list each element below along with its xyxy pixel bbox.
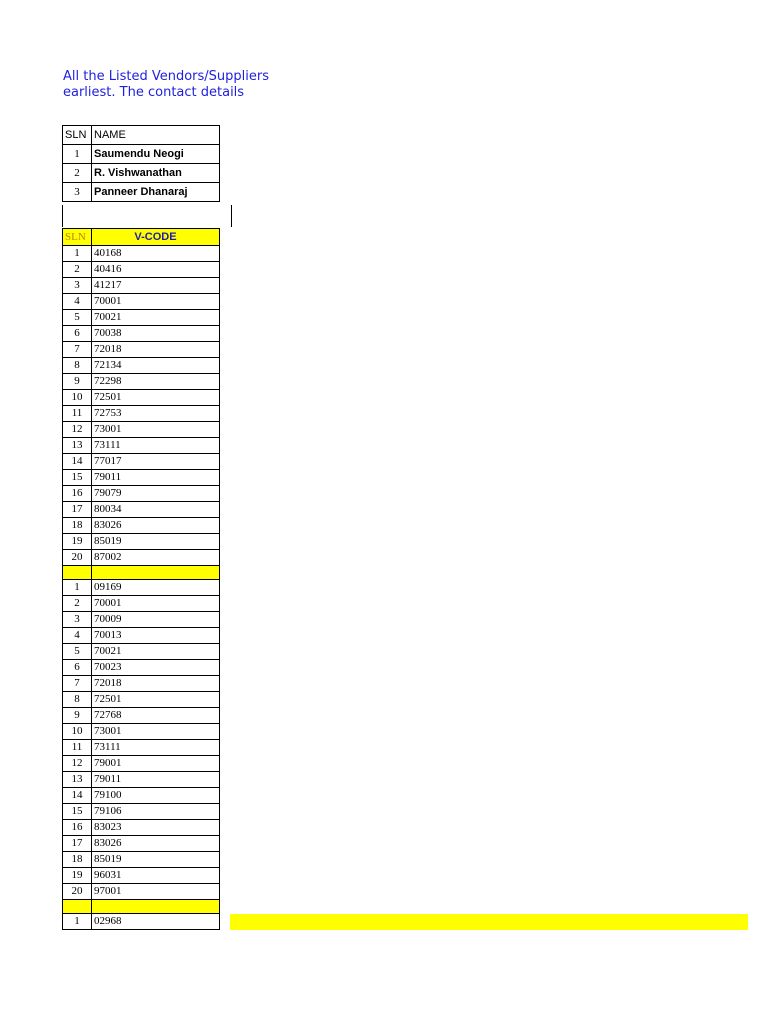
vendor-sln-cell: 1 bbox=[63, 914, 92, 930]
vendor-code-cell: 79011 bbox=[92, 772, 220, 788]
vendor-code-cell: 02968 bbox=[92, 914, 220, 930]
vendor-code-cell: 85019 bbox=[92, 852, 220, 868]
vendor-row bbox=[63, 724, 220, 740]
contact-table bbox=[62, 125, 220, 202]
vendor-code-cell: 83026 bbox=[92, 518, 220, 534]
vendor-sln-cell: 3 bbox=[63, 612, 92, 628]
contact-row bbox=[63, 183, 220, 202]
vendor-row bbox=[63, 788, 220, 804]
vendor-sln-cell: 8 bbox=[63, 692, 92, 708]
vendor-row bbox=[63, 390, 220, 406]
vendor-code-cell: 96031 bbox=[92, 868, 220, 884]
vendor-code-cell: 73001 bbox=[92, 724, 220, 740]
vendor-sln-cell: 12 bbox=[63, 756, 92, 772]
vendor-row bbox=[63, 406, 220, 422]
vendor-code-cell: 72018 bbox=[92, 676, 220, 692]
vendor-sln-cell: 6 bbox=[63, 660, 92, 676]
vendor-sln-cell: 2 bbox=[63, 262, 92, 278]
vendor-row bbox=[63, 486, 220, 502]
vendor-sln-cell: 15 bbox=[63, 470, 92, 486]
vendor-row bbox=[63, 676, 220, 692]
contact-row bbox=[63, 145, 220, 164]
intro-line-2: earliest. The contact details bbox=[63, 85, 245, 100]
vendor-row bbox=[63, 580, 220, 596]
vendor-row bbox=[63, 374, 220, 390]
vendor-code-cell: 70021 bbox=[92, 644, 220, 660]
vendor-sln-cell: 16 bbox=[63, 486, 92, 502]
table-spacer bbox=[62, 205, 232, 227]
vendor-row bbox=[63, 278, 220, 294]
vendor-row bbox=[63, 772, 220, 788]
vendor-row bbox=[63, 612, 220, 628]
vendor-sln-cell: 5 bbox=[63, 644, 92, 660]
vendor-sln-cell: 6 bbox=[63, 326, 92, 342]
vendor-row bbox=[63, 358, 220, 374]
vendor-sln-cell: 8 bbox=[63, 358, 92, 374]
vendor-code-cell: 87002 bbox=[92, 550, 220, 566]
vendor-sln-cell: 19 bbox=[63, 868, 92, 884]
vendor-code-cell: 70009 bbox=[92, 612, 220, 628]
contact-sln-cell: 2 bbox=[63, 164, 92, 183]
vendor-row bbox=[63, 246, 220, 262]
vendor-row bbox=[63, 804, 220, 820]
vendor-code-cell: 79100 bbox=[92, 788, 220, 804]
vendor-code-cell: 79011 bbox=[92, 470, 220, 486]
vendor-sln-cell: 1 bbox=[63, 580, 92, 596]
vendor-code-cell: 79079 bbox=[92, 486, 220, 502]
highlight-band bbox=[230, 914, 748, 930]
vendor-sln-cell: 10 bbox=[63, 724, 92, 740]
vendor-code-cell: 40168 bbox=[92, 246, 220, 262]
contact-name-cell: R. Vishwanathan bbox=[92, 164, 220, 183]
vendor-row bbox=[63, 740, 220, 756]
vendor-sln-cell: 7 bbox=[63, 676, 92, 692]
intro-line-1: All the Listed Vendors/Suppliers bbox=[63, 69, 269, 84]
vendor-sln-cell: 15 bbox=[63, 804, 92, 820]
separator-cell bbox=[63, 566, 92, 580]
vendor-row bbox=[63, 470, 220, 486]
contact-sln-cell: 3 bbox=[63, 183, 92, 202]
vendor-row bbox=[63, 438, 220, 454]
vendor-code-cell: 80034 bbox=[92, 502, 220, 518]
vendor-code-cell: 40416 bbox=[92, 262, 220, 278]
contact-sln-cell: 1 bbox=[63, 145, 92, 164]
vendor-table-header bbox=[63, 229, 220, 246]
vendor-row bbox=[63, 868, 220, 884]
vendor-sln-cell: 16 bbox=[63, 820, 92, 836]
vendor-row bbox=[63, 884, 220, 900]
vendor-row bbox=[63, 310, 220, 326]
vendor-code-cell: 83023 bbox=[92, 820, 220, 836]
contact-name-cell: Panneer Dhanaraj bbox=[92, 183, 220, 202]
vendor-sln-cell: 3 bbox=[63, 278, 92, 294]
vendor-row bbox=[63, 294, 220, 310]
vendor-sln-cell: 13 bbox=[63, 438, 92, 454]
vendor-sln-cell: 7 bbox=[63, 342, 92, 358]
intro-text bbox=[63, 69, 269, 101]
vendor-row bbox=[63, 644, 220, 660]
vendor-code-cell: 70021 bbox=[92, 310, 220, 326]
vendor-sln-cell: 20 bbox=[63, 884, 92, 900]
vendor-code-cell: 97001 bbox=[92, 884, 220, 900]
vendor-row bbox=[63, 756, 220, 772]
vendor-sln-cell: 19 bbox=[63, 534, 92, 550]
vendor-code-cell: 72753 bbox=[92, 406, 220, 422]
vendor-code-cell: 70001 bbox=[92, 596, 220, 612]
separator-cell bbox=[92, 566, 220, 580]
vendor-code-cell: 09169 bbox=[92, 580, 220, 596]
vendor-sln-cell: 4 bbox=[63, 628, 92, 644]
vendor-code-cell: 70013 bbox=[92, 628, 220, 644]
separator-cell bbox=[63, 900, 92, 914]
vendor-row bbox=[63, 914, 220, 930]
vendor-sln-cell: 18 bbox=[63, 518, 92, 534]
vendor-row bbox=[63, 692, 220, 708]
contact-name-header: NAME bbox=[92, 126, 220, 145]
vendor-row bbox=[63, 422, 220, 438]
vendor-table bbox=[62, 228, 220, 930]
vendor-code-cell: 77017 bbox=[92, 454, 220, 470]
vendor-sln-cell: 14 bbox=[63, 788, 92, 804]
vendor-row bbox=[63, 708, 220, 724]
vendor-code-cell: 72501 bbox=[92, 390, 220, 406]
vendor-code-cell: 70001 bbox=[92, 294, 220, 310]
vendor-sln-cell: 11 bbox=[63, 406, 92, 422]
vendor-code-cell: 73001 bbox=[92, 422, 220, 438]
vendor-sln-cell: 5 bbox=[63, 310, 92, 326]
separator-cell bbox=[92, 900, 220, 914]
vendor-row bbox=[63, 518, 220, 534]
vendor-code-cell: 85019 bbox=[92, 534, 220, 550]
vendor-row bbox=[63, 262, 220, 278]
vendor-row bbox=[63, 820, 220, 836]
contact-sln-header: SLN bbox=[63, 126, 92, 145]
vendor-row bbox=[63, 550, 220, 566]
vendor-sln-cell: 20 bbox=[63, 550, 92, 566]
vendor-sln-header: SLN bbox=[63, 229, 92, 246]
vendor-code-header: V-CODE bbox=[92, 229, 220, 246]
vendor-code-cell: 70023 bbox=[92, 660, 220, 676]
group-separator bbox=[63, 566, 220, 580]
vendor-sln-cell: 17 bbox=[63, 502, 92, 518]
vendor-sln-cell: 18 bbox=[63, 852, 92, 868]
vendor-row bbox=[63, 502, 220, 518]
vendor-code-cell: 72298 bbox=[92, 374, 220, 390]
vendor-code-cell: 83026 bbox=[92, 836, 220, 852]
vendor-sln-cell: 2 bbox=[63, 596, 92, 612]
vendor-row bbox=[63, 534, 220, 550]
vendor-code-cell: 41217 bbox=[92, 278, 220, 294]
contact-name-cell: Saumendu Neogi bbox=[92, 145, 220, 164]
vendor-code-cell: 70038 bbox=[92, 326, 220, 342]
vendor-code-cell: 73111 bbox=[92, 740, 220, 756]
vendor-row bbox=[63, 836, 220, 852]
vendor-row bbox=[63, 852, 220, 868]
vendor-row bbox=[63, 628, 220, 644]
vendor-code-cell: 79001 bbox=[92, 756, 220, 772]
vendor-sln-cell: 12 bbox=[63, 422, 92, 438]
vendor-sln-cell: 13 bbox=[63, 772, 92, 788]
vendor-sln-cell: 14 bbox=[63, 454, 92, 470]
vendor-sln-cell: 4 bbox=[63, 294, 92, 310]
vendor-sln-cell: 9 bbox=[63, 374, 92, 390]
vendor-sln-cell: 1 bbox=[63, 246, 92, 262]
vendor-code-cell: 72134 bbox=[92, 358, 220, 374]
vendor-code-cell: 79106 bbox=[92, 804, 220, 820]
vendor-code-cell: 72501 bbox=[92, 692, 220, 708]
vendor-row bbox=[63, 342, 220, 358]
group-separator bbox=[63, 900, 220, 914]
vendor-code-cell: 72018 bbox=[92, 342, 220, 358]
contact-table-header bbox=[63, 126, 220, 145]
vendor-row bbox=[63, 596, 220, 612]
vendor-sln-cell: 17 bbox=[63, 836, 92, 852]
vendor-code-cell: 73111 bbox=[92, 438, 220, 454]
vendor-row bbox=[63, 660, 220, 676]
vendor-sln-cell: 10 bbox=[63, 390, 92, 406]
vendor-sln-cell: 11 bbox=[63, 740, 92, 756]
contact-row bbox=[63, 164, 220, 183]
vendor-row bbox=[63, 326, 220, 342]
vendor-code-cell: 72768 bbox=[92, 708, 220, 724]
vendor-row bbox=[63, 454, 220, 470]
vendor-sln-cell: 9 bbox=[63, 708, 92, 724]
